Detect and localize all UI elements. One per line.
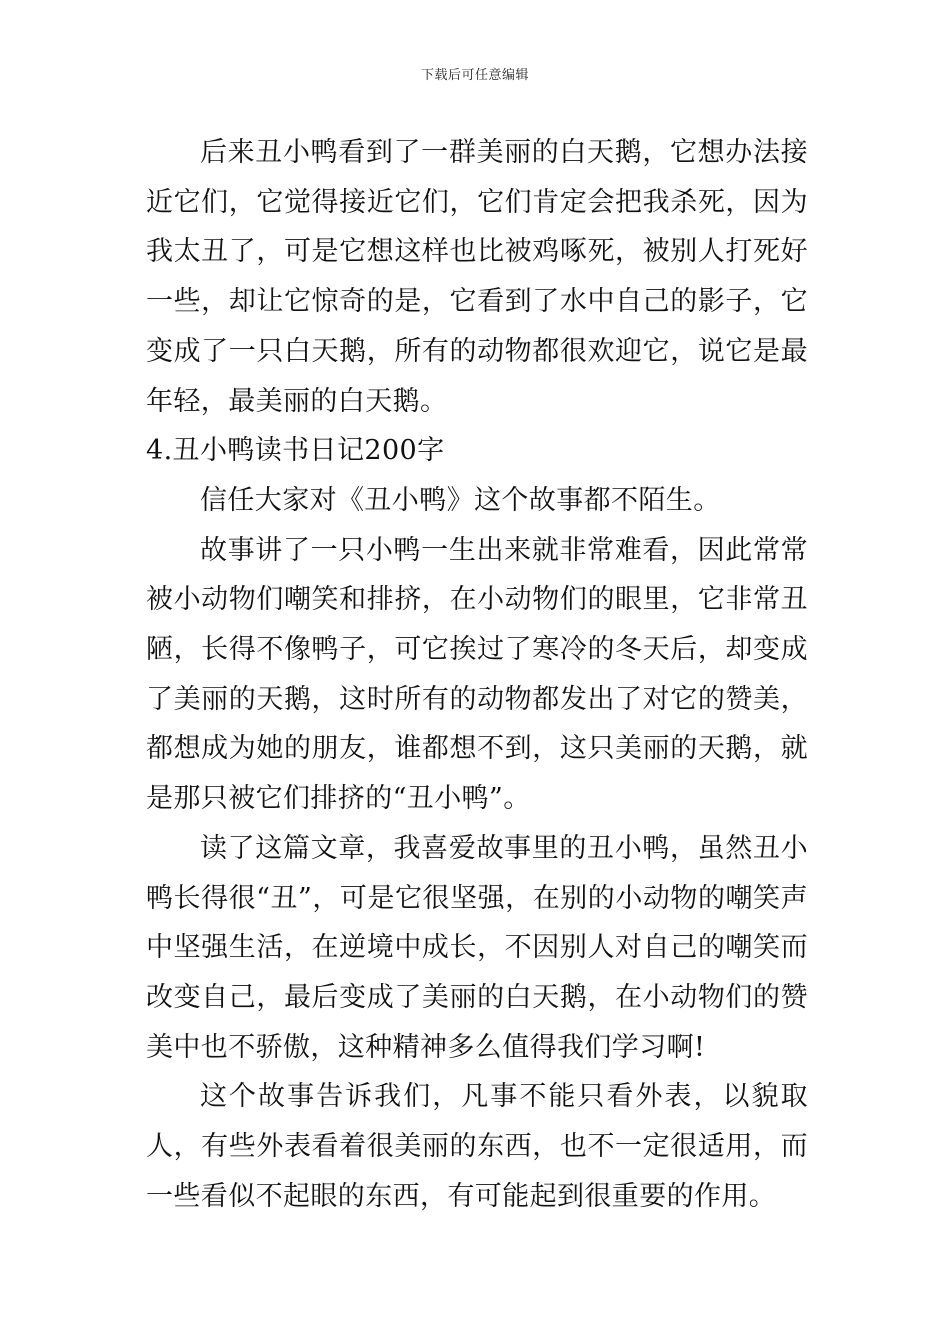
paragraph-intro: 信任大家对《丑小鸭》这个故事都不陌生。 <box>200 484 721 516</box>
paragraph-story-summary: 故事讲了一只小鸭一生出来就非常难看，因此常常被小动物们嘲笑和排挤，在小动物们的眼里，它非常丑陋，长得不像鸭子，可它挨过了寒冷的冬天后，却变成了美丽的天鹅，这时所有的动物都发出了对它的赞美，都想成为她的朋友，谁都想不到，这只美丽的天鹅，就是那只被它们排挤的“丑小鸭”。 <box>146 534 808 815</box>
paragraph-reflection: 读了这篇文章，我喜爱故事里的丑小鸭，虽然丑小鸭长得很“丑”，可是它很坚强，在别的小动物的嘲笑声中坚强生活，在逆境中成长，不因别人对自己的嘲笑而改变自己，最后变成了美丽的白天鹅，在小动物们的赞美中也不骄傲，这种精神多么值得我们学习啊! <box>146 832 808 1063</box>
paragraph-swan-ending: 后来丑小鸭看到了一群美丽的白天鹅，它想办法接近它们，它觉得接近它们，它们肯定会把我杀死，因为我太丑了，可是它想这样也比被鸡啄死，被别人打死好一些，却让它惊奇的是，它看到了水中自己的影子，它变成了一只白天鹅，所有的动物都很欢迎它，说它是最年轻，最美丽的白天鹅。 <box>146 137 808 417</box>
document-body <box>146 128 808 1221</box>
page-header: 下载后可任意编辑 <box>420 68 529 83</box>
paragraph-lesson: 这个故事告诉我们，凡事不能只看外表，以貌取人，有些外表看着很美丽的东西，也不一定很适用，而一些看似不起眼的东西，有可能起到很重要的作用。 <box>146 1081 808 1212</box>
section-heading: 4.丑小鸭读书日记200字 <box>146 435 445 467</box>
